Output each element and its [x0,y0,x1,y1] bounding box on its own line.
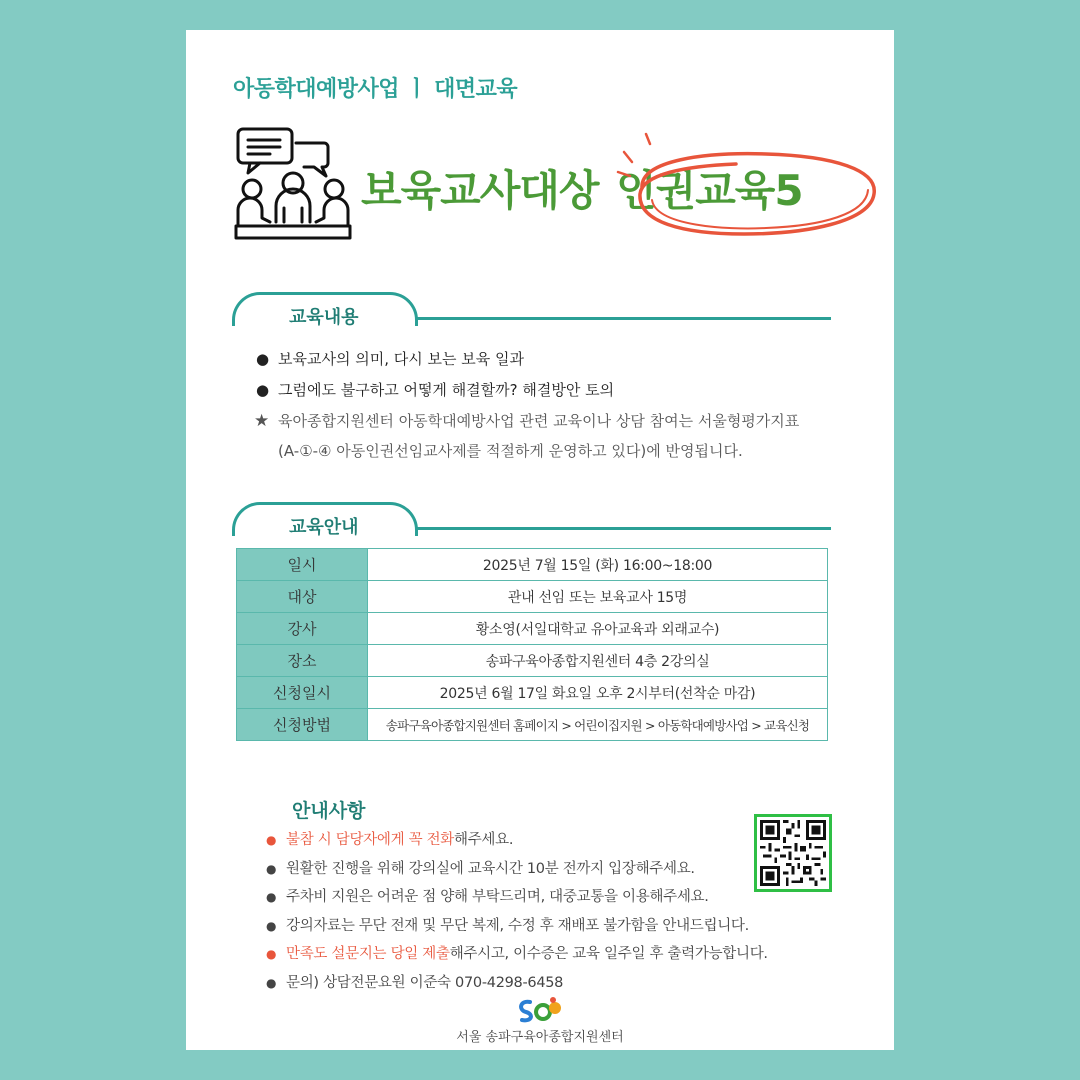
bullet-icon: ● [256,381,270,399]
bullet-icon: ● [266,890,277,905]
list-item: ● 불참 시 담당자에게 꼭 전화해주세요. [266,826,826,855]
content-list [256,344,846,465]
title-main-text: 보육교사대상 [361,166,599,215]
group-discussion-icon [234,126,352,242]
guide-table [236,548,828,741]
poster [186,30,894,1050]
star-note-continued: (A-①-④ 아동인권선임교사제를 적절하게 운영하고 있다)에 반영됩니다. [278,442,743,460]
table-row: 강사 황소영(서일대학교 유아교육과 외래교수) [237,613,828,645]
table-row: 일시 2025년 7월 15일 (화) 16:00~18:00 [237,549,828,581]
table-row: 대상 관내 선임 또는 보육교사 15명 [237,581,828,613]
title-circled-text: 인권교육5 [616,166,803,215]
center-logo-icon [516,996,564,1026]
table-row: 신청일시 2025년 6월 17일 화요일 오후 2시부터(선착순 마감) [237,677,828,709]
list-item: ● 주차비 지원은 어려운 점 양해 부탁드리며, 대중교통을 이용해주세요. [266,883,826,912]
center-name: 서울 송파구육아종합지원센터 [456,1030,624,1045]
star-note: ★ 육아종합지원센터 아동학대예방사업 관련 교육이나 상담 참여는 서울형평가지표 [256,406,846,437]
star-icon: ★ [254,411,270,431]
section-tab-content [232,292,418,326]
section-divider [415,527,831,530]
list-item: ● 문의) 상담전문요원 이준숙 070-4298-6458 [266,969,826,998]
bullet-icon: ● [266,861,277,876]
section-heading-guide: 교육안내 [289,517,359,538]
bullet-icon: ● [266,918,277,933]
list-item: ● 원활한 진행을 위해 강의실에 교육시간 10분 전까지 입장해주세요. [266,855,826,884]
list-item: ● 그럼에도 불구하고 어떻게 해결할까? 해결방안 토의 [256,375,846,406]
bullet-icon: ● [266,975,277,990]
bullet-icon: ● [266,833,277,847]
section-divider [415,317,831,320]
bullet-icon: ● [266,947,277,962]
qr-code-icon [757,817,829,889]
table-row: 신청방법 송파구육아종합지원센터 홈페이지 > 어린이집지원 > 아동학대예방사업 > 교육신청 [237,709,828,741]
section-heading-content: 교육내용 [289,307,359,328]
table-row: 장소 송파구육아종합지원센터 4층 2강의실 [237,645,828,677]
qr-code[interactable] [754,814,832,892]
list-item: ● 보육교사의 의미, 다시 보는 보육 일과 [256,344,846,375]
list-item: ● 강의자료는 무단 전재 및 무단 복제, 수정 후 재배포 불가함을 안내드립니다. [266,912,826,941]
poster-subtitle: 아동학대예방사업 ㅣ 대면교육 [233,77,518,102]
section-tab-guide [232,502,418,536]
notice-heading: 안내사항 [292,800,366,822]
notice-list [266,826,826,998]
hand-drawn-circle-icon [616,130,886,248]
bullet-icon: ● [256,350,270,368]
list-item: ● 만족도 설문지는 당일 제출해주시고, 이수증은 교육 일주일 후 출력가능합니다. [266,940,826,969]
